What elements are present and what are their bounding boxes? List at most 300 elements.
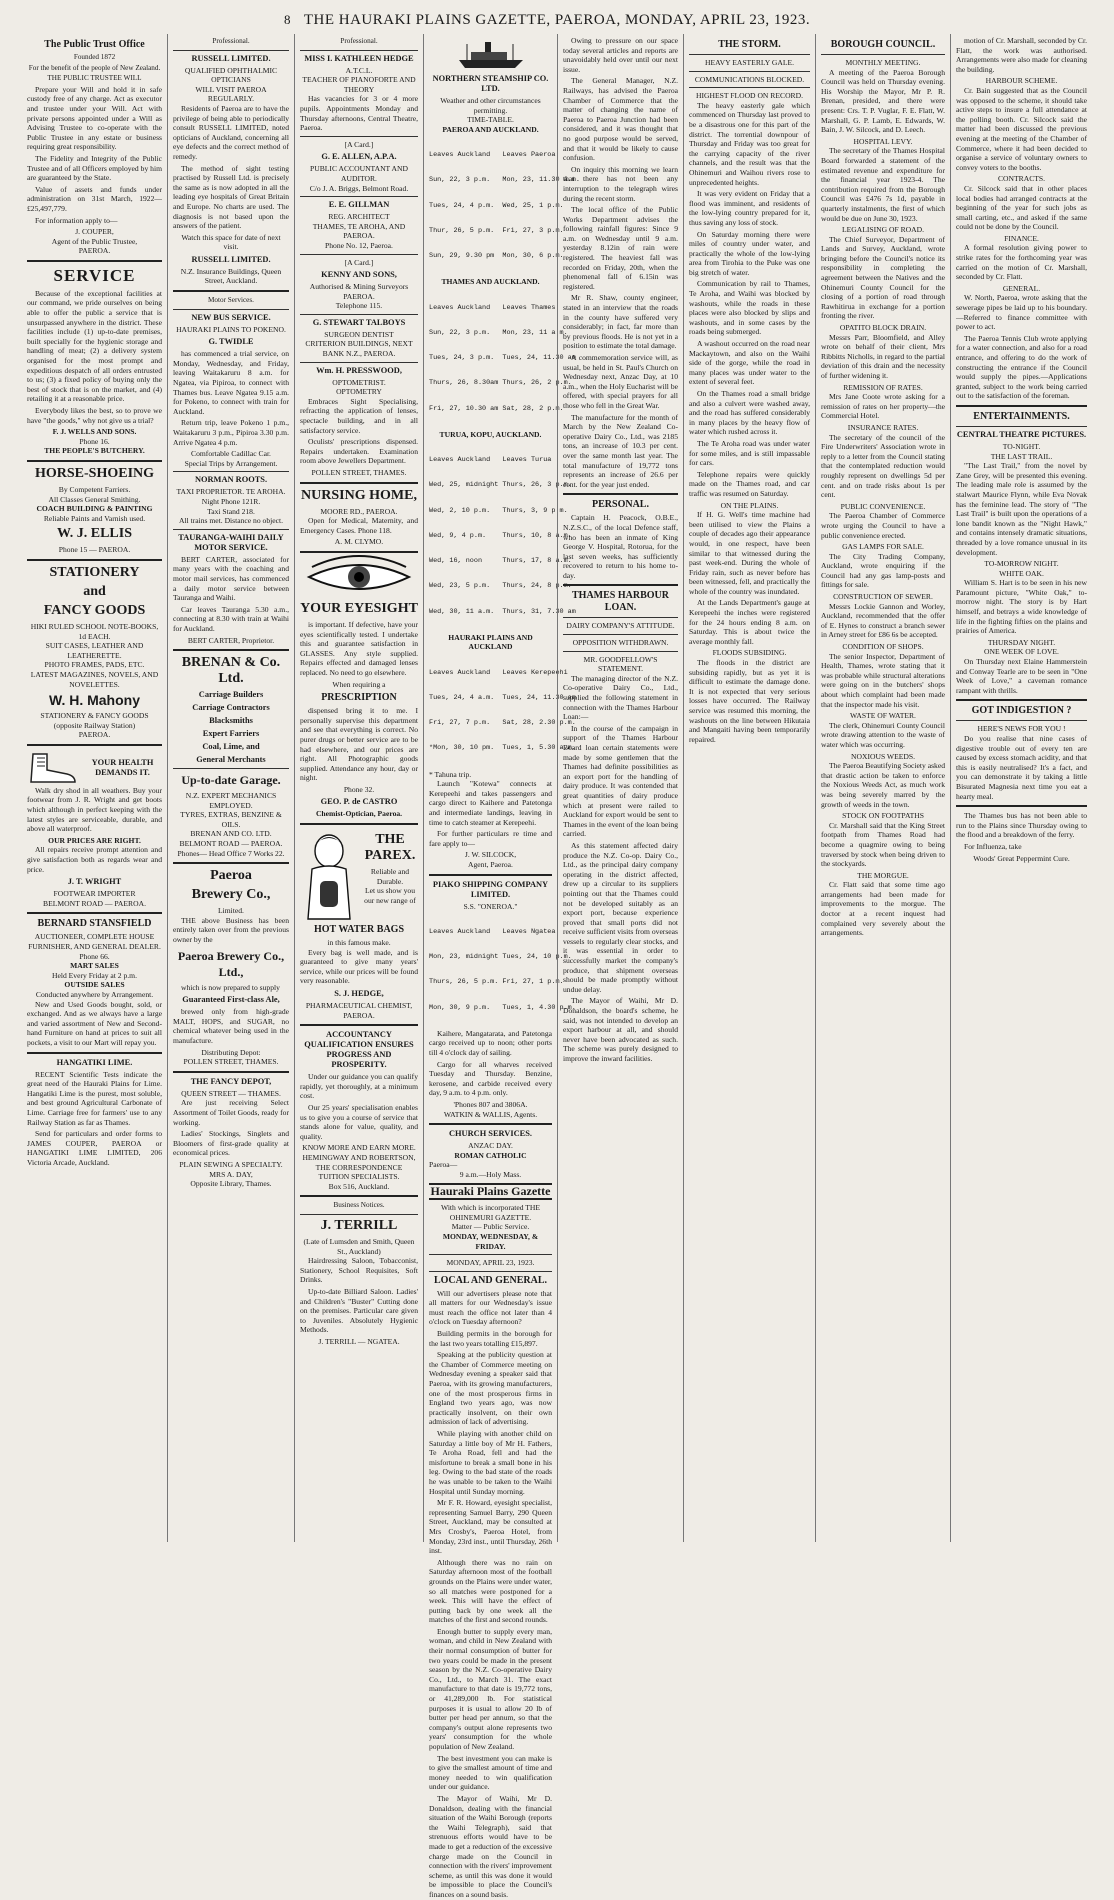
russell-body-2: The method of sight testing practised by Russell Ltd. is precisely the same as is now adopted in all the leading eye hospitals of Great Britain and Europe. No charts are used. The diagnosis is not based upon the answers of the patient. (173, 163, 289, 231)
lime-title: HANGATIKI LIME. (56, 1057, 133, 1067)
fancy-address-2: Opposite Library, Thames. (190, 1179, 272, 1189)
storm-sub-2: COMMUNICATIONS BLOCKED. (694, 74, 805, 84)
council-subheading: INSURANCE RATES. (847, 422, 919, 432)
council-subheading: CONTRACTS. (997, 174, 1046, 184)
boot-icon (27, 750, 79, 786)
public-trust-title: The Public Trust Office (44, 39, 145, 50)
film-title: THE LAST TRAIL. (990, 451, 1053, 461)
parex-product: HOT WATER BAGS (313, 924, 405, 936)
piako-phones: 'Phones 807 and 3806A. (453, 1099, 528, 1109)
stationery-line-1: HIKI RULED SCHOOL NOTE-BOOKS, 1d EACH. (30, 621, 159, 641)
local-paragraph: The General Manager, N.Z. Railways, has advised the Paeroa Chamber of Commerce that the matter of changing the name of Paeroa to Paeroa Junction had been considered, and it was thought that no good purpose would be served, and that it would be likely to cause confusion. (563, 76, 678, 163)
column-4 (423, 34, 580, 1899)
masthead (0, 6, 1114, 34)
timetable-row: Tues, 24, 4 a.m. Tues, 24, 11.30 am (429, 693, 576, 702)
hedge-name: MISS I. KATHLEEN HEDGE (304, 53, 414, 63)
timetable-row: Mon, 23, midnight Tues, 24, 10 p.m. (429, 953, 572, 962)
local-paragraph: Mr R. Shaw, county engineer, stated in an interview that the roads in the county have suffered very considerably; in fact, far more than by previous floods. He is not yet in a position to estimate the total damage. (563, 293, 678, 351)
horse-name: W. J. ELLIS (57, 526, 132, 542)
brewery-body-3: brewed only from high-grade MALT, HOPS, and SUGAR, no chemical whatever being used in the manufacture. (173, 1007, 289, 1045)
professional-heading: Professional. (212, 37, 250, 45)
gazette-date: MONDAY, APRIL 23, 1923. (446, 1258, 535, 1268)
church-title: CHURCH SERVICES. (448, 1129, 532, 1139)
storm-paragraph: At the Lands Department's gauge at Kerepeehi the inches were registered for the 24 hours ending 8 a.m. on Saturday. This is about twice the average monthly fall. (689, 598, 810, 646)
route-4-rows (429, 652, 576, 770)
storm-paragraph: The floods in the district are subsiding rapidly, but as yet it is difficult to estimate the damage done. It is not expected that very serious losses have occurred. The Railway service was resumed this morning, the washouts on the line between Hikutaia and Mangaiti having been temporarily repaired. (689, 658, 810, 744)
timetable-row: Wed, 16, noon Thurs, 17, 8 a.m. (429, 557, 572, 566)
timetable-row: Wed, 9, 4 p.m. Thurs, 10, 8 a.m. (429, 531, 572, 540)
roots-phone-2: Taxi Stand 218. (207, 506, 255, 516)
piako-body-2: Cargo for all wharves received Tuesday and Thursday. Benzine, kerosene, and carbide received every day, 9 a.m. to 4 p.m. only. (429, 1059, 552, 1098)
parex-header (300, 829, 418, 921)
col5-intro: Owing to pressure on our space today several articles and reports are unavoidably held over until our next issue. (563, 36, 678, 74)
piako-ship: S.S. "ONEROA." (463, 901, 518, 911)
gazette-days: MONDAY, WEDNESDAY, & FRIDAY. (442, 1231, 539, 1251)
stansfield-name: BERNARD STANSFIELD (37, 918, 152, 930)
accountancy-body-2: Our 25 years' specialisation enables us to give you a course of service that stands alone for value, quality, and quality. (300, 1103, 418, 1141)
indigestion-paragraph: Do you realise that nine cases of digestive trouble out of every ten are caused by excess stomach acidity, and that this is easily neutralised? It's a fact, and you can demonstrate it by taking a little Bisurated Magnesia next time you eat a hearty meal. (956, 734, 1087, 801)
council-subheading: HOSPITAL LEVY. (853, 136, 913, 146)
russell-body: Residents of Paeroa are to have the privilege of being able to periodically consult RUSSELL LIMITED, noted opticians of Auckland, concerning all eye defects and the correct method of remedy. (173, 103, 289, 161)
fancy-address: QUEEN STREET — THAMES. (181, 1088, 281, 1098)
timetable-row: *Mon, 30, 10 pm. Tues, 1, 5.30 a.m. (429, 744, 576, 753)
loan-paragraph: The managing director of the N.Z. Co-operative Dairy Co., Ltd., supplied the following statement in connection with the Thames Harbour Loan:— (563, 673, 678, 722)
local-paragraph: The Mayor of Waihi, Mr D. Donaldson, dealing with the financial situation of the Waihi Borough (reports the Waihi Telegraph), said that strenuous efforts would have to be made to get a reduction of the excessive charge made on the Council in connection with the rivers' improvement scheme, as until this was done it would be impossible to place the Council's finances on a sound basis. (429, 1793, 552, 1899)
accountancy-sub: THE CORRESPONDENCE TUITION SPECIALISTS. (315, 1162, 403, 1182)
local-paragraph: Mr F. R. Howard, eyesight specialist, representing Samuel Barry, 290 Queen Street, Auckland, may be consulted at Mrs Crosby's, Paeroa Hotel, from Monday, 23rd inst., until Thursday, 26th inst. (429, 1498, 552, 1556)
russell-name: RUSSELL LIMITED. (191, 254, 271, 264)
eyesight-sub: Chemist-Optician, Paeroa. (315, 809, 403, 819)
council-paragraph: The Chief Surveyor, Department of Lands and Survey, Auckland, wrote bringing before the Council's notice its responsibility in completing the agreement between the Natives and the Ohinemuri County Council for the closing of a portion of road through Rawhitirua in exchange for a portion fronting the river. (821, 234, 945, 321)
steamship-agent-2: Agent, Paeroa. (468, 859, 513, 869)
terrill-name: J. TERRILL (320, 1217, 398, 1233)
allen-card: [A Card.] (344, 139, 374, 149)
service-title: SERVICE (53, 265, 136, 285)
steamship-weather: Weather and other circumstances permitting. (440, 96, 541, 115)
timetable-row: Thurs, 26, 8.30am Thurs, 26, 2 p.m. (429, 379, 572, 388)
council-paragraph: The clerk, Ohinemuri County Council wrote drawing attention to the waste of water which was occurring. (821, 720, 945, 749)
terrill-body-2: Up-to-date Billiard Saloon. Ladies' and Children's "Buster" Cutting done on the premises. Particular care given to Juveniles. Absolutely Hygienic Methods. (300, 1286, 418, 1335)
local-paragraph: Speaking at the publicity question at the Chamber of Commerce meeting on Wednesday evening a speaker said that Paeroa, with its growing manufacturers, one of the most prosperous firms in England two years ago, was now practically insolvent, on their own admission of lack of advertising. (429, 1350, 552, 1427)
council-subheading: FINANCE. (1004, 233, 1039, 243)
public-trust-agent: J. COUPER, (75, 227, 114, 237)
stansfield-outside-2: Conducted anywhere by Arrangement. (35, 989, 154, 999)
brenan-line-6: General Merchants (196, 755, 266, 765)
wright-repairs: All repairs receive prompt attention and give satisfaction both as regards wear and price. (27, 845, 162, 874)
film-paragraph: "The Last Trail," from the novel by Zane Grey, will be presented this evening. The leading male role is assumed by the stalwart Maurice Flynn, while Eva Novak has the feminine lead. The story of "The Last Trail" is built upon the operations of a lone bandit known as the "Night Hawk," and contains intensely dramatic situations, threaded by a love romance unusual in its development. (956, 461, 1087, 557)
nursing-address: MOORE RD., PAEROA. (320, 506, 398, 516)
wright-body: Walk dry shod in all weathers. Buy your footwear from J. R. Wright and get boots which although in perfect keeping with the latest styles are serviceable, durable, and above all waterproof. (27, 785, 162, 834)
storm-title: THE STORM. (718, 39, 781, 50)
professional-heading-2: Professional. (340, 37, 378, 45)
brewery-title-3: Limited. (218, 906, 244, 916)
timetable-row: Wed, 23, 5 p.m. Thurs, 24, 8 p.m. (429, 582, 572, 591)
council-paragraph: Messrs Parr, Bloomfield, and Alley wrote on behalf of their client, Mrs Ribbitts Nicholls, in regard to the partial deviation of this drain and the necessity of further widening it. (821, 332, 945, 380)
local-paragraph: Will our advertisers please note that all matters for our Wednesday's issue must reach the office not later than 4 o'clock on Tuesday afternoon? (429, 1288, 552, 1327)
council-paragraph: Cr. Silcock said that in other places local bodies had arranged contracts at the beginning of the year for such jobs as small carting, etc., and asked if the same could not be done by the Council. (956, 183, 1087, 232)
russell-visit: WILL VISIT PAEROA REGULARLY. (195, 84, 267, 104)
gazette-title: Hauraki Plains Gazette (429, 1183, 552, 1201)
route-3-title: TURUA, KOPU, AUCKLAND. (439, 429, 542, 439)
gillman-title: REG. ARCHITECT (328, 212, 390, 222)
presswood-name: Wm. H. PRESSWOOD, (316, 365, 402, 375)
piako-agent: WATKIN & WALLIS, Agents. (443, 1109, 538, 1119)
eyesight-rx-2: PRESCRIPTION (321, 692, 397, 704)
kenny-town: PAEROA. (343, 291, 375, 301)
timetable-row: Wed, 30, 11 a.m. Thurs, 31, 7.30 am (429, 607, 576, 616)
council-paragraph: The secretary of the Thames Hospital Board forwarded a statement of the estimated revenue and expenditure for the financial year 1923-4. The contribution required from the Borough Council was £476 7s 1d, payable in quarterly instalments, the first of which would be due on June 30, 1923. (821, 146, 945, 223)
terrill-sign: J. TERRILL — NGATEA. (318, 1336, 400, 1346)
wright-prices: OUR PRICES ARE RIGHT. (48, 835, 141, 845)
loan-paragraph: As this statement affected dairy produce the N.Z. Co-op. Dairy Co., Ltd., as the principal dairy company operating in the district affected, drew up a circular to its suppliers pointing out that the Thames could not be developed suitably as an export port, because experience proved that small ports did not receive sufficient visits from overseas vessels to regularly clear stocks, and it was essential in order to successfully market the company's produce, that shipment overseas should be made promptly without undue delay. (563, 840, 678, 994)
tauranga-name: BERT CARTER, Proprietor. (187, 635, 275, 645)
horse-phone: Phone 15 — PAEROA. (58, 545, 131, 555)
council-paragraph: The Paeroa Tennis Club wrote applying for a water connection, and also for a road entrance, and offering to do the work of constructing the entrance if the Council would supply the pipes.—Applications granted, subject to the work being carried out to the satisfaction of the foreman. (956, 333, 1087, 401)
storm-paragraph: The heavy easterly gale which commenced on Thursday last proved to be a disastrous one for this part of the district. The torrential downpour of Thursday and Friday was too great for the carrying capacity of the river channels, and the result was that the Ohinemuri and Waihou rivers rose to unprecedented heights. (689, 100, 810, 187)
column-1 (22, 34, 167, 1542)
council-title: BOROUGH COUNCIL. (830, 39, 936, 50)
stationery-title-1: STATIONERY (49, 564, 140, 580)
council-subheading: PUBLIC CONVENIENCE. (840, 501, 926, 511)
roots-name: NORMAN ROOTS. (194, 475, 268, 485)
piako-title: PIAKO SHIPPING COMPANY LIMITED. (432, 879, 549, 899)
service-shop: THE PEOPLE'S BUTCHERY. (44, 446, 145, 456)
service-phone: Phone 16. (79, 436, 110, 446)
timetable-row: Tues, 24, 3 p.m. Tues, 24, 11.30 am (429, 354, 576, 363)
parex-sub: PHARMACEUTICAL CHEMIST, PAEROA. (305, 1001, 413, 1020)
route-1-rows (429, 134, 580, 277)
public-trust-founded: Founded 1872 (73, 53, 116, 61)
council-subheading: THE MORGUE. (857, 870, 909, 880)
loan-sub: DAIRY COMPANY'S ATTITUDE. (566, 621, 675, 631)
eyesight-body: is important. If defective, have your eyes scientifically tested. I undertake this and guarantee satisfaction in GLASSES. Any style supplied. Repairs effected and damaged lenses replaced. No need to go elsewhere. (300, 619, 418, 677)
kenny-phone: Telephone 115. (335, 301, 383, 311)
timetable-row: Thur, 26, 5 p.m. Fri, 27, 3 p.m. (429, 226, 564, 235)
gazette-incorp: With which is incorporated THE OHINEMURI GAZETTE. (440, 1203, 541, 1222)
steamship-body: Launch "Kotewa" connects at Kerepeehi and takes passengers and cargo direct to Kaihere and Patetonga and intermediate landings, leaving in time to catch steamer at Kerepeehi. (429, 779, 552, 827)
accountancy-box: Box 516, Auckland. (328, 1181, 390, 1191)
public-trust-contact: For information apply to— (35, 215, 118, 225)
local-general-title: LOCAL AND GENERAL. (433, 1274, 548, 1286)
public-trust-fidelity: The Fidelity and Integrity of the Public Trustee and of all Officers employed by him are guaranteed by the State. (27, 153, 162, 183)
storm-paragraph: The Te Aroha road was under water for some miles, and is still impassable for cars. (689, 438, 810, 468)
route-2-title: THAMES AND AUCKLAND. (441, 277, 540, 287)
storm-sub: HEAVY EASTERLY GALE. (704, 58, 795, 67)
woman-illustration-icon (300, 829, 358, 921)
council-subheading: OPATITO BLOCK DRAIN. (839, 323, 927, 333)
brenan-line-3: Blacksmiths (209, 716, 253, 726)
eyesight-name: GEO. P. de CASTRO (320, 797, 398, 807)
brewery-name: Paeroa Brewery Co., Ltd., (177, 948, 285, 979)
timetable-row: Wed, 25, midnight Thurs, 26, 3 p.m. (429, 481, 572, 490)
local-paragraph: Building permits in the borough for the last two years totalling £15,897. (429, 1329, 552, 1348)
brenan-firm: BRENAN AND CO. LTD. (190, 829, 272, 839)
church-sub: ANZAC DAY. (468, 1141, 513, 1151)
accountancy-title: ACCOUNTANCY QUALIFICATION ENSURES PROGRESS AND PROSPERITY. (304, 1030, 414, 1070)
council-paragraph: The Paeroa Chamber of Commerce wrote urging the Council to have a public convenience erected. (821, 511, 945, 540)
loan-sub-3: MR. GOODFELLOW'S STATEMENT. (583, 654, 658, 674)
timetable-row: Leaves Auckland Leaves Ngatea (429, 927, 556, 936)
stansfield-mart: MART SALES (70, 961, 119, 971)
timetable-row: Leaves Auckland Leaves Thames (429, 303, 556, 312)
bus-special: Special Trips by Arrangement. (184, 458, 278, 468)
council-subheading: CONSTRUCTION OF SEWER. (833, 592, 933, 602)
storm-paragraph: On Saturday morning there were miles of country under water, and practically the whole of the low-lying area from Tirohia to the Puke was one big stretch of water. (689, 229, 810, 277)
brenan-title: BRENAN & Co. Ltd. (181, 655, 281, 687)
stationery-line-2: SUIT CASES, LEATHER AND LEATHERETTE. (45, 641, 144, 660)
russell-sub: QUALIFIED OPHTHALMIC OPTICIANS (184, 65, 278, 85)
stationery-line-4: LATEST MAGAZINES, NOVELS, AND NOVELETTES. (30, 669, 159, 689)
bus-title: NEW BUS SERVICE. (191, 312, 271, 322)
church-paeroa: Paeroa— (429, 1160, 458, 1170)
council-paragraph: Cr. Flatt said that some time ago arrangements had been made for improvements to the morgue. The doctor at a recent inquest had complained very severely about the arrangements. (821, 880, 945, 938)
russell-watch: Watch this space for date of next visit. (181, 232, 281, 252)
local-paragraph: Although there was no rain on Saturday afternoon most of the football grounds on the Plains were under water, so all matches were postponed for a week. This will have the effect of putting back by one week all the matches of the first and second rounds. (429, 1557, 552, 1625)
talboys-title: SURGEON DENTIST (324, 329, 394, 339)
bus-body: has commenced a trial service, on Monday, Wednesday, and Friday, leaving Waitakaruru 8 a.m. for Ngatea, via Pipiroa, to connect with Thames bus. Leave Ngatea 9.15 a.m. for Pokeno, to connect with train for Auckland. (173, 349, 289, 416)
council-paragraph: The secretary of the council of the Fire Underwriters' Association wrote in reply to a letter from the Council stating that the contemplated reduction would roughly represent on dwellings 5d per cent. and on trade risks about 1s per cent. (821, 432, 945, 500)
roots-trains: All trains met. Distance no object. (179, 516, 283, 526)
council-paragraph: Mrs Jane Coote wrote asking for a remission of rates on her property—the Commercial Hotel. (821, 392, 945, 421)
timetable-row: Sun, 22, 3 p.m. Mon, 23, 11.30 a.m. (429, 176, 580, 185)
brenan-line-1: Carriage Builders (198, 690, 264, 700)
brenan-line-2: Carriage Contractors (192, 703, 270, 713)
storm-paragraph: If H. G. Well's time machine had been utilised to view the Plains a couple of decades ago their appearance would, in one respect, have been similar to that witnessed during the past week-end. During the whole of Friday rain, such as never before has been witnessed, fell, and practically the whole of the country was inundated. (689, 510, 810, 596)
bus-car: Comfortable Cadillac Car. (191, 449, 271, 459)
theatre-tonight: TO-NIGHT. (1002, 441, 1041, 451)
mahony-name: W. H. Mahony (49, 692, 140, 709)
nursing-body: Open for Medical, Maternity, and Emergency Cases. Phone 118. (300, 516, 418, 535)
fancy-title: THE FANCY DEPOT, (190, 1076, 272, 1086)
kenny-name: KENNY AND SONS, (321, 270, 397, 280)
storm-paragraph: Telephone repairs were quickly made on the Thames road, and car traffic was resumed on Saturday. (689, 469, 810, 498)
council-paragraph: Messrs Lockie Gannon and Worley, Auckland, recommended that the offer of E. Hynes to construct a branch sewer in Arney street for £86 6s be accepted. (821, 601, 945, 640)
personal-title: PERSONAL. (592, 499, 649, 511)
brewery-title-2: Brewery Co., (191, 887, 271, 903)
local-paragraph: While playing with another child on Saturday a little boy of Mr H. Fathers, Te Aroha Road, fell and had the misfortune to break a small bone in his leg. Owing to the bad state of the roads he was unable to be taken to the Waihi Hospital until Sunday morning. (429, 1429, 552, 1496)
motor-heading: Motor Services. (208, 296, 254, 305)
steamship-timetable-label: TIME-TABLE. (467, 115, 514, 125)
column-2 (167, 34, 294, 1542)
service-body: Because of the exceptional facilities at our command, we pride ourselves on being able to offer the public a service that is unsurpassed anywhere in the district. These facilities include (1) up-to-date premises, built specially for the hygienic storage and handling of meat; (2) a delivery system organised for the most prompt and expeditious despatch of all orders entrusted to us; (3) a fixed policy of buying only the best of stock that is on the market, and (4) retailing it at a reasonable price. (27, 288, 162, 404)
russell-address: N.Z. Insurance Buildings, Queen Street, Auckland. (180, 266, 282, 286)
stansfield-sub: AUCTIONEER, COMPLETE HOUSE FURNISHER, AND GENERAL DEALER. (28, 932, 161, 951)
public-trust-will-heading: THE PUBLIC TRUSTEE WILL (47, 74, 142, 83)
steamship-note: * Tahuna trip. (429, 769, 472, 779)
stationery-line-3: PHOTO FRAMES, PADS, ETC. (44, 660, 145, 670)
local-paragraph: The local office of the Public Works Department advises the following rainfall figures: Since 9 a.m. on Wednesday until 9 a.m. yesterday 8.12in of rain were registered. The heaviest fall was recorded on Friday, 20th, when the phenomenal fall of 6.15in was registered. (563, 205, 678, 291)
public-trust-town: PAEROA. (78, 246, 111, 256)
route-3-rows (429, 439, 576, 632)
gillman-phone: Phone No. 12, Paeroa. (325, 240, 393, 250)
allen-address: C/o J. A. Briggs, Belmont Road. (309, 183, 409, 193)
fancy-body-3: PLAIN SEWING A SPECIALTY. (179, 1159, 283, 1169)
masthead-title: THE HAURAKI PLAINS GAZETTE, PAEROA, MONDAY, APRIL 23, 1923. (303, 12, 811, 28)
presswood-body: Embraces Sight Specialising, refracting the application of lenses, spectacle building, and in all satisfactory service. (300, 396, 418, 435)
lime-send: Send for particulars and order forms to JAMES COUPER, PAEROA or HANGATIKI LIME LIMITED, 206 Victoria Arcade, Auckland. (27, 1129, 162, 1167)
council-paragraph: A formal resolution giving power to strike rates for the forthcoming year was carried on the motion of Cr. Marshall, seconded by Cr. Flatt. (956, 243, 1087, 282)
route-1-title: PAEROA AND AUCKLAND. (442, 124, 539, 134)
parex-body-2: Every bag is well made, and is guaranteed to give many years' service, while our prices will be found very reasonable. (300, 947, 418, 986)
council-subheading: REMISSION OF RATES. (843, 382, 923, 392)
storm-plains-heading: ON THE PLAINS. (720, 500, 779, 510)
council-subheading: LEGALISING OF ROAD. (841, 225, 925, 235)
film-title: WHITE OAK. (999, 568, 1044, 578)
public-trust-body: Prepare your Will and hold it in safe custody free of any charge. Act as executor and trustee under your Will. Act with private persons appointed under a Will as Advising Trustee to co-operate with the Public Trustee in any estate or business requiring great responsibility. (27, 84, 162, 152)
council-paragraph: W. North, Paeroa, wrote asking that the sewerage pipes be laid up to his boundary.—Referred to finance committee with power to act. (956, 293, 1087, 332)
stationery-title-2: and (83, 583, 106, 599)
fancy-body: Are just receiving Select Assortment of Toilet Goods, ready for working. (173, 1098, 289, 1127)
council-subheading: GAS LAMPS FOR SALE. (842, 542, 924, 552)
council-paragraph: motion of Cr. Marshall, seconded by Cr. Flatt, the work was authorised. Arrangements were also made for cleaning the building. (956, 36, 1087, 74)
allen-title: PUBLIC ACCOUNTANT AND AUDITOR. (310, 164, 408, 183)
wright-name: J. T. WRIGHT (67, 877, 122, 887)
column-8 (950, 34, 1092, 1542)
presswood-sub: OPTOMETRY (336, 387, 382, 397)
roots-sub: TAXI PROPRIETOR. TE AROHA. (176, 487, 286, 497)
bus-return: Return trip, leave Pokeno 1 p.m., Waitakaruru 3 p.m., Pipiroa 3.30 p.m. Arrive Ngatea 4 p.m. (173, 418, 289, 447)
stansfield-phone: Phone 66. (79, 951, 110, 961)
brewery-depot-2: POLLEN STREET, THAMES. (183, 1057, 279, 1067)
tauranga-title: TAURANGA-WAIHI DAILY MOTOR SERVICE. (178, 532, 284, 552)
gillman-name: E. E. GILLMAN (328, 200, 390, 210)
theatre-title: CENTRAL THEATRE PICTURES. (956, 429, 1087, 439)
russell-title: RUSSELL LIMITED. (191, 53, 271, 63)
horse-line-4: Reliable Paints and Varnish used. (43, 513, 146, 523)
allen-name: G. E. ALLEN, A.P.A. (321, 152, 397, 162)
storm-paragraph: On the Thames road a small bridge and also a culvert were washed away, and the road has suffered considerably in many places by the heavy flow of water which rushed across it. (689, 389, 810, 437)
storm-subsiding-heading: FLOODS SUBSIDING. (712, 648, 787, 658)
horse-title: HORSE-SHOEING (34, 465, 155, 481)
film-paragraph: William S. Hart is to be seen in his new Paramount picture, "White Oak," to-morrow night. The story is by Hart himself, and betrays a wide knowledge of life in the fighting fifties on the plains and prairies of America. (956, 578, 1087, 636)
stansfield-body: New and Used Goods bought, sold, or exchanged. And as we always have a large and varied assortment of New and Second-hand Furniture on hand at prices to suit all pockets, a visit to our Mart will repay you. (27, 999, 162, 1047)
church-rc: ROMAN CATHOLIC (454, 1150, 527, 1160)
route-4-title: HAURAKI PLAINS AND AUCKLAND (448, 632, 533, 652)
fancy-body-2: Ladies' Stockings, Singlets and Bloomers of first-grade quality at economical prices. (173, 1129, 289, 1158)
brewery-title-1: Paeroa (210, 868, 252, 884)
stansfield-mart-2: Held Every Friday at 2 p.m. (52, 970, 137, 980)
steamship-title: NORTHERN STEAMSHIP CO. LTD. (432, 74, 549, 93)
accountancy-body: Under our guidance you can qualify rapidly, yet thoroughly, at a minimum cost. (300, 1072, 418, 1101)
indigestion-sub: HERE'S NEWS FOR YOU ! (977, 724, 1066, 734)
council-paragraph: The Paeroa Beautifying Society asked that drastic action be taken to enforce the Noxious Weeds Act, as much work was being severely marred by the growth of weeds in the town. (821, 761, 945, 809)
kenny-title: Authorised & Mining Surveyors (309, 282, 409, 292)
loan-paragraph: In the course of the campaign in support of the Thames Harbour Board loan certain statements were made by some gentlemen that the Thames had definite possibilities as an export port for the handling of dairy produce. It was contended that great quantities of dairy produce which at present were railed to Auckland for export would be sent to Thames in the event of the loan being carried. (563, 723, 678, 839)
piako-body: Kaihere, Mangatarata, and Patetonga cargo received up to noon; other ports till 4 o'clock day of sailing. (429, 1028, 552, 1057)
local-paragraph: The manufacture for the month of March by the New Zealand Co-operative Dairy Co., Ltd., was 2185 tons, an increase of 10.3 per cent. over the same month last year. The total manufacture of 19,772 tons represents an increase of 26.6 per cent. for the year just ended. (563, 412, 678, 489)
business-heading: Business Notices. (333, 1201, 385, 1210)
personal-paragraph: Captain H. Peacock, O.B.E., N.Z.S.C., of the local Defence staff, who has been an inmate of King George V. Hospital, Rotorua, for the last seven weeks, has sufficiently recovered to return to his home to-day. (563, 513, 678, 580)
film-paragraph: On Thursday next Elaine Hammerstein and Conway Tearle are to be seen in "One Week of Love," a caveman romance rampant with thrills. (956, 657, 1087, 695)
accountancy-know: KNOW MORE AND EARN MORE. (302, 1143, 416, 1153)
page-number: 8 (284, 12, 291, 27)
loan-paragraph: The Mayor of Waihi, Mr D. Donaldson, the board's scheme, he said, was not intended to develop an export harbour at all, and should never have been advocated as such. The scheme was purely designed to improve the inward facilities. (563, 996, 678, 1063)
timetable-row: Fri, 27, 7 p.m. Sat, 28, 2.30 p.m. (429, 719, 576, 728)
steamship-icon (455, 40, 527, 70)
storm-sub-3: HIGHEST FLOOD ON RECORD. (695, 91, 804, 101)
brewery-depot: Distributing Depot: (201, 1047, 261, 1057)
mahony-location: (opposite Railway Station) (53, 720, 136, 730)
council-paragraph: Cr. Marshall said that the King Street footpath from Thames Road had become a quagmire owing to being traversed by stock when being driven to the stockyards. (821, 820, 945, 869)
timetable-row: Thurs, 26, 5 p.m. Fri, 27, 1 p.m. (429, 978, 564, 987)
brewery-body: THE above Business has been entirely taken over from the previous owner by the (173, 915, 289, 945)
eyesight-rx: When requiring a (332, 679, 386, 689)
loan-sub-2: OPPOSITION WITHDRAWN. (572, 638, 669, 648)
timetable-row: Mon, 30, 9 p.m. Tues, 1, 4.30 p.m. (429, 1003, 576, 1012)
film-title: ONE WEEK OF LOVE. (984, 647, 1059, 657)
church-time: 9 a.m.—Holy Mass. (459, 1169, 522, 1179)
entertainments-title: ENTERTAINMENTS. (973, 410, 1070, 422)
council-paragraph: Cr. Bain suggested that as the Council was opposed to the scheme, it should take active steps to insure a full attendance at the polling booth. Cr. Silcock said the matter had been discussed the previous evening at the meeting of the Chamber of Commerce, where it had been decided to organise a service of voluntary owners to convey voters to the booths. (956, 85, 1087, 172)
council-paragraph: A meeting of the Paeroa Borough Council was held on Thursday evening. His Worship the Mayor, Mr P. R. Brenan, presided, and there were present: Crs. T. P. Vuglar, F. E. Flatt, W. Marshall, G. P. Lamb, E. Edwards, W. Bain, J. W. Silcock, and D. Leech. (821, 67, 945, 135)
brewery-body-2: which is now prepared to supply (181, 982, 280, 992)
terrill-sub: (Late of Lumsden and Smith, Queen St., Auckland) (303, 1236, 415, 1256)
timetable-row: Fri, 27, 10.30 am Sat, 28, 2 p.m. (429, 404, 564, 413)
brewery-guarantee: Guaranteed First-class Ale, (182, 995, 280, 1005)
brenan-garage: Up-to-date Garage. (181, 773, 281, 788)
local-paragraph: For Influenza, take (964, 841, 1022, 851)
tauranga-times: Car leaves Tauranga 5.30 a.m., connecting at 8.30 with train at Waihi for Auckland. (173, 604, 289, 633)
timetable-row: Wed, 2, 10 p.m. Thurs, 3, 9 p.m. (429, 506, 568, 515)
parex-name: S. J. HEDGE, (334, 989, 384, 999)
local-paragraph: The Thames bus has not been able to run to the Plains since Thursday owing to the flood and a breakdown of the ferry. (956, 811, 1087, 840)
council-subheading: WASTE OF WATER. (850, 711, 916, 721)
horse-line-1: By Competent Farriers. (58, 484, 131, 494)
wright-header (27, 750, 162, 786)
local-paragraph: A commemoration service will, as usual, be held in St. Paul's Church on Wednesday next, Anzac Day, at 10 a.m., when the Holy Eucharist will be offered, with special prayers for all those who fell in the Great War. (563, 353, 678, 410)
theatre-tomorrow: TO-MORROW NIGHT. (984, 559, 1059, 569)
horse-line-2: All Classes General Smithing. (48, 494, 141, 504)
bus-sub: HAURAKI PLAINS TO POKENO. (176, 324, 286, 334)
presswood-body-2: Oculists' prescriptions dispensed. Repairs undertaken. Examination room above Jewellers Department. (300, 437, 418, 466)
column-6 (683, 34, 815, 1542)
theatre-thursday: THURSDAY NIGHT. (987, 637, 1056, 647)
service-slogan: Everybody likes the best, so to prove we have "the goods," why not give us a trial? (27, 406, 162, 425)
horse-line-3: COACH BUILDING & PAINTING (36, 504, 153, 514)
nursing-title: NURSING HOME, (301, 487, 417, 503)
roots-phone-1: Night Phone 121R. (201, 496, 261, 506)
timetable-row: Leaves Auckland Leaves Kerepeehi (429, 668, 568, 677)
timetable-row: Leaves Auckland Leaves Paeroa (429, 151, 556, 160)
brenan-line-4: Expert Farriers (202, 729, 260, 739)
column-3 (294, 34, 423, 1542)
bus-name: G. TWIDLE (208, 337, 254, 347)
eyesight-rx-body: dispensed bring it to me. I personally supervise this department and see that everything is correct. No purer drugs or better service are to be had elsewhere, and our prices are right. All Photographic goods supplied. Attendance any hour, day or night. (300, 706, 418, 783)
tauranga-body: BERT CARTER, associated for many years with the coaching and motor mail services, has commenced a daily motor service between Tauranga and Waihi. (173, 554, 289, 603)
council-paragraph: The City Trading Company, Auckland, wrote enquiring if the Council had any gas lamp-posts and fittings for sale. (821, 551, 945, 590)
indigestion-title: GOT INDIGESTION ? (971, 705, 1072, 717)
route-2-rows (429, 287, 576, 430)
service-firm: F. J. WELLS AND SONS. (52, 427, 137, 437)
loan-title: THAMES HARBOUR LOAN. (572, 590, 669, 614)
brenan-tyres: TYRES, EXTRAS, BENZINE & OILS. (180, 810, 282, 829)
wright-sub: FOOTWEAR IMPORTER (53, 889, 136, 899)
eye-icon (304, 557, 414, 597)
council-paragraph: The senior Inspector, Department of Health, Thames, wrote stating that it was probable while structural alterations were going on in the butchers' shops about which complaint had been made that the inspector made his visit. (821, 651, 945, 709)
parex-line-2: Let us show you our new range of (364, 886, 416, 905)
stansfield-outside: OUTSIDE SALES (64, 980, 125, 990)
parex-body: in this famous make. (327, 938, 391, 948)
nursing-name: A. M. CLYMO. (334, 537, 384, 547)
kenny-card: [A Card.] (344, 257, 374, 267)
mahony-sub: STATIONERY & FANCY GOODS (40, 711, 149, 721)
talboys-address: CRITERION BUILDINGS, NEXT BANK N.Z., PAEROA. (305, 339, 413, 359)
local-paragraph: The best investment you can make is to give the smallest amount of time and money needed to win qualification under our guidance. (429, 1753, 552, 1792)
council-subheading: NOXIOUS WEEDS. (851, 751, 915, 761)
mahony-town: PAEROA. (78, 730, 111, 740)
council-subheading: GENERAL. (1002, 283, 1041, 293)
hedge-title: TEACHER OF PIANOFORTE AND THEORY (302, 75, 416, 94)
